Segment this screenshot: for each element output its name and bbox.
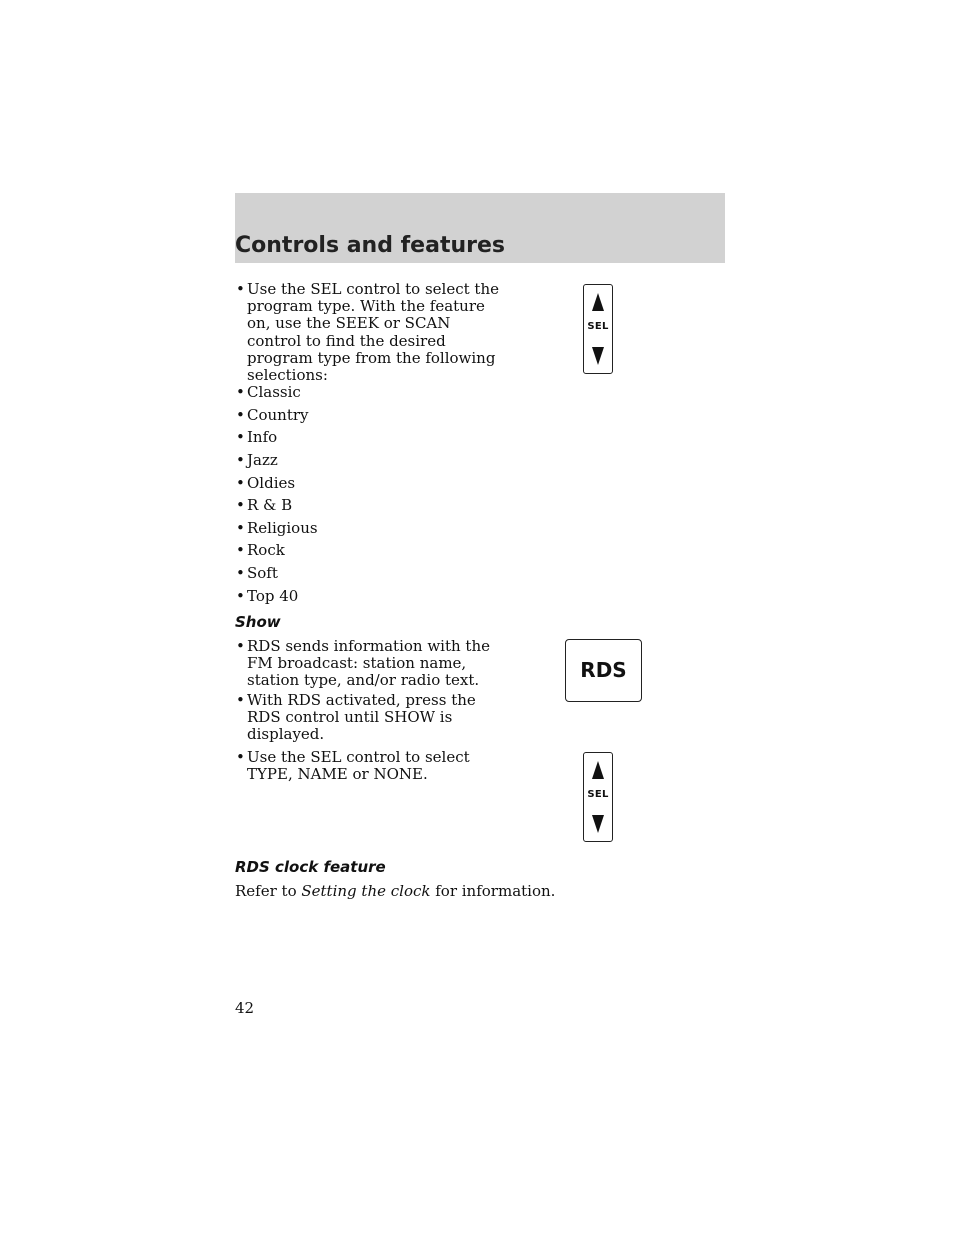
bullet-icon: •	[236, 748, 245, 766]
bullet-icon: •	[236, 637, 245, 655]
clock-text-before: Refer to	[235, 882, 302, 900]
selection-item: Oldies	[247, 474, 296, 492]
selection-item: Top 40	[247, 587, 299, 605]
bullet-icon: •	[236, 496, 245, 514]
show-line: RDS sends information with the	[247, 637, 490, 655]
intro-line: program type from the following	[247, 348, 496, 367]
selection-item: R & B	[247, 496, 293, 514]
show-line: Use the SEL control to select	[247, 748, 470, 766]
intro-line: Use the SEL control to select the	[247, 280, 499, 298]
rds-button-illustration: RDS	[565, 639, 642, 702]
selection-item: Country	[247, 406, 309, 424]
selection-item: Classic	[247, 383, 301, 401]
clock-reference-text	[235, 882, 555, 900]
bullet-icon: •	[236, 564, 245, 582]
page-number: 42	[235, 999, 255, 1017]
bullet-icon: •	[236, 587, 245, 605]
intro-line: selections:	[247, 366, 328, 385]
bullet-icon: •	[236, 519, 245, 537]
clock-text-after: for information.	[430, 882, 556, 900]
bullet-icon: •	[236, 451, 245, 469]
page-title: Controls and features	[235, 233, 505, 258]
clock-heading: RDS clock feature	[235, 858, 386, 876]
intro-paragraph	[247, 280, 499, 385]
down-arrow-icon	[592, 347, 604, 365]
show-line: FM broadcast: station name,	[247, 654, 467, 673]
sel-label: SEL	[587, 789, 609, 800]
show-line: station type, and/or radio text.	[247, 671, 480, 690]
bullet-icon: •	[236, 280, 245, 298]
show-item	[247, 692, 487, 744]
selection-item: Rock	[247, 541, 285, 559]
show-line: displayed.	[247, 725, 325, 744]
selection-item: Soft	[247, 564, 278, 582]
bullet-icon: •	[236, 428, 245, 446]
down-arrow-icon	[592, 815, 604, 833]
sel-button-illustration	[583, 752, 613, 842]
show-line: TYPE, NAME or NONE.	[247, 765, 428, 784]
intro-line: on, use the SEEK or SCAN	[247, 314, 451, 333]
up-arrow-icon	[592, 293, 604, 311]
selection-item: Jazz	[247, 451, 278, 469]
intro-line: control to find the desired	[247, 331, 446, 350]
show-heading: Show	[235, 613, 281, 631]
bullet-icon: •	[236, 383, 245, 401]
show-line: RDS control until SHOW is	[247, 708, 453, 727]
sel-label: SEL	[587, 321, 609, 332]
up-arrow-icon	[592, 761, 604, 779]
intro-line: program type. With the feature	[247, 297, 485, 316]
selection-item: Religious	[247, 519, 318, 537]
bullet-icon: •	[236, 406, 245, 424]
sel-button-illustration	[583, 284, 613, 374]
bullet-icon: •	[236, 474, 245, 492]
show-item	[247, 637, 490, 690]
show-line: With RDS activated, press the	[247, 691, 476, 709]
bullet-icon: •	[236, 691, 245, 709]
selection-item: Info	[247, 428, 278, 446]
bullet-icon: •	[236, 541, 245, 559]
show-item	[247, 749, 487, 783]
clock-link-text: Setting the clock	[301, 882, 431, 900]
